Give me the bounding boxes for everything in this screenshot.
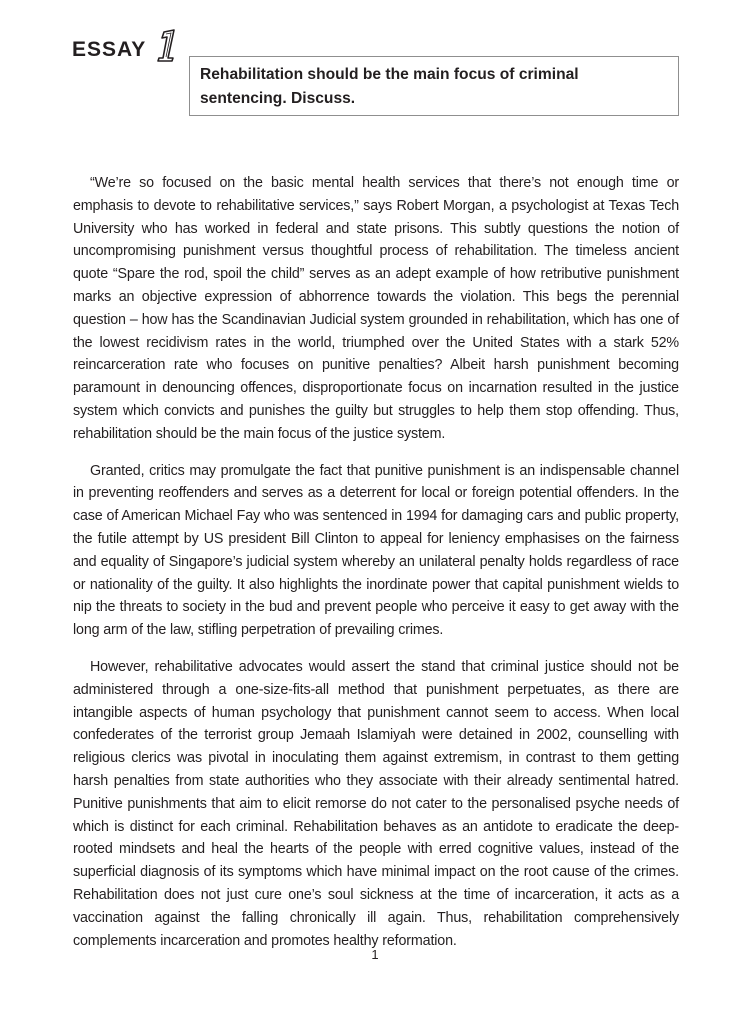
essay-prompt-box	[189, 56, 679, 116]
essay-number-graphic	[154, 28, 178, 62]
paragraph-2: Granted, critics may promulgate the fact that punitive punishment is an indispensable channel in preventing reoffenders and serves as a deterrent for local or foreign potential offenders. In the case of American Michael Fay who was sentenced in 1994 for damaging cars and public property, the futile attempt by US president Bill Clinton to appeal for leniency emphasises on the fairness and equality of Singapore’s judicial system whereby an unilateral penalty holds regardless of race or nationality of the guilty. It also highlights the inordinate power that capital punishment wields to nip the threats to society in the bud and prevent people who perceive it easy to get away with the long arm of the law, stifling perpetration of prevailing crimes.	[73, 462, 679, 639]
essay-prompt: Rehabilitation should be the main focus of criminal sentencing. Discuss.	[200, 66, 579, 107]
essay-heading	[72, 28, 178, 62]
essay-body	[73, 172, 679, 966]
page-number: 1	[371, 947, 379, 962]
essay-label: ESSAY	[72, 38, 147, 61]
paragraph-3: However, rehabilitative advocates would assert the stand that criminal justice should not be administered through a one-size-fits-all method that punishment perpetuates, as there are intangible aspects of human psychology that punishment cannot seem to access. When local confederates of the terrorist group Jemaah Islamiyah were detained in 2002, counselling with religious clerics was pivotal in inoculating them against extremism, in contrast to them getting harsh penalties from state authorities who they associate with their already sentimental hatred. Punitive punishments that aim to elicit remorse do not cater to the personalised psyche needs of which is distinct for each criminal. Rehabilitation behaves as an antidote to eradicate the deep-rooted mindsets and heal the hearts of the people with erred cognitive values, instead of the superficial diagnosis of its symptoms which have minimal impact on the root cause of the crimes. Rehabilitation does not just cure one’s soul sickness at the time of incarceration, it acts as a vaccination against the falling chronically ill again. Thus, rehabilitation comprehensively complements incarceration and promotes healthy reformation.	[73, 658, 679, 949]
paragraph-1: “We’re so focused on the basic mental health services that there’s not enough time or emphasis to devote to rehabilitative services,” says Robert Morgan, a psychologist at Texas Tech University who has worked in federal and state prisons. This subtly questions the notion of uncompromising punishment versus thoughtful process of rehabilitation. The timeless ancient quote “Spare the rod, spoil the child” serves as an adept example of how retributive punishment marks an objective expression of abhorrence towards the violation. This begs the perennial question – how has the Scandinavian Judicial system grounded in rehabilitation, which has one of the lowest recidivism rates in the world, triumphed over the United States with a stark 52% reincarceration rate who focuses on punitive penalties? Albeit harsh punishment becoming paramount in denouncing offences, disproportionate focus on incarnation resulted in the justice system which convicts and punishes the guilty but struggles to help them stop offending. Thus, rehabilitation should be the main focus of the justice system.	[73, 175, 679, 442]
